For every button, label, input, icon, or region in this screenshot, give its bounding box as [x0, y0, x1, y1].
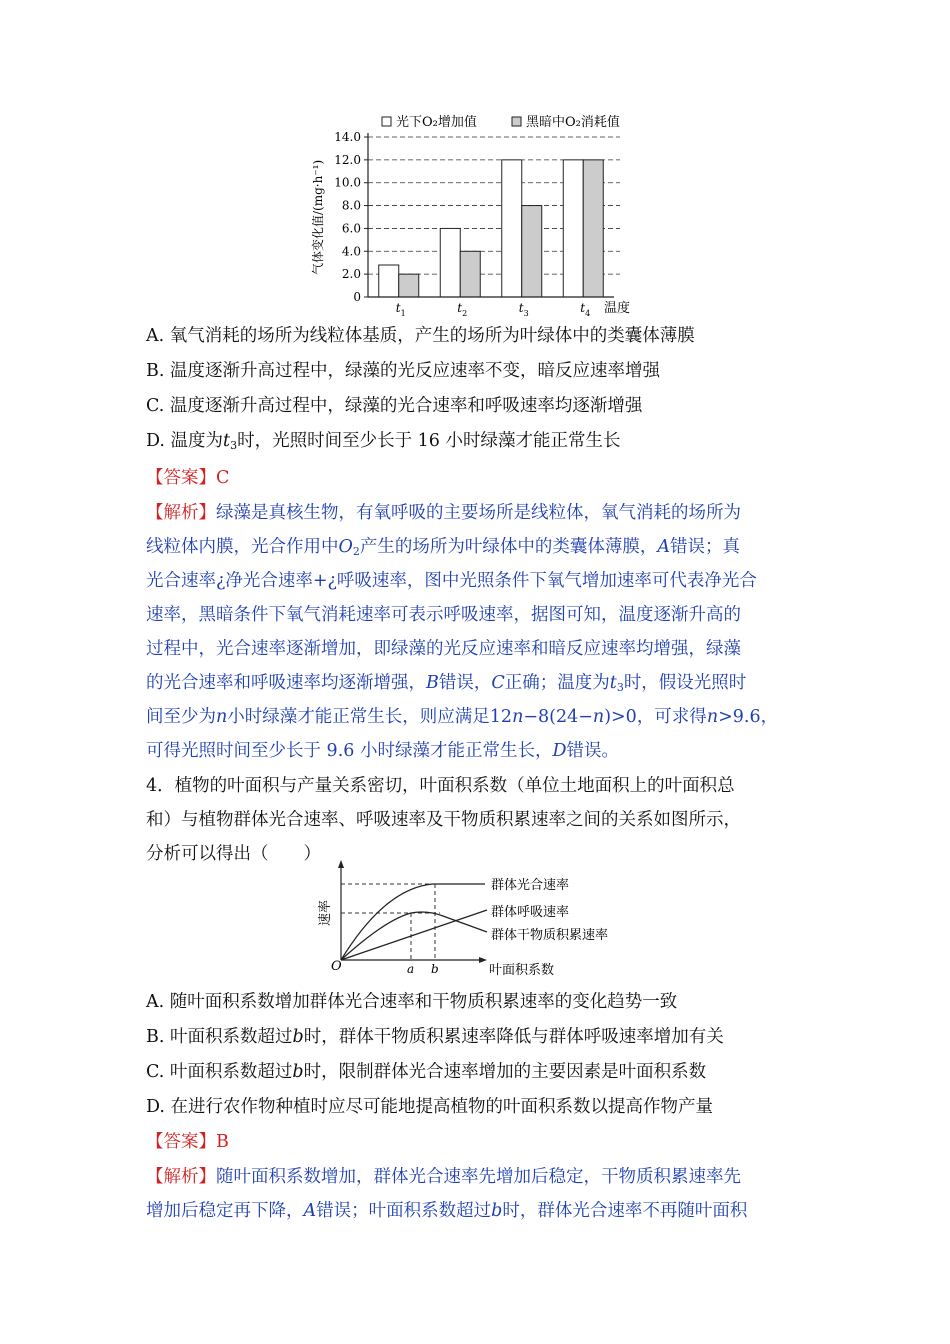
line-chart-leaf-area	[315, 858, 645, 983]
y-tick-label: 6.0	[341, 221, 361, 236]
q4-analysis-label: 【解析】	[146, 1167, 216, 1187]
bar-dark-t3	[522, 206, 542, 297]
x-mark-a: a	[407, 962, 415, 976]
q3-analysis-text-8b: 错误。	[566, 741, 619, 761]
q3-option-d-pre: D. 温度为	[146, 431, 224, 451]
q3-analysis-line-5: 过程中，光合速率逐渐增加，即绿藻的光反应速率和暗反应速率均增强，绿藻	[146, 639, 741, 659]
q4-option-d: D. 在进行农作物种植时应尽可能地提高植物的叶面积系数以提高作物产量	[146, 1097, 714, 1117]
q3-analysis-text-1: 绿藻是真核生物，有氧呼吸的主要场所是线粒体，氧气消耗的场所为	[216, 503, 741, 523]
x-axis-label: 叶面积系数	[489, 963, 555, 978]
x-tick-label: $t_4$	[580, 301, 591, 318]
legend-photosynthesis: 群体光合速率	[491, 878, 570, 893]
legend-swatch-dark	[512, 117, 521, 126]
q3-analysis-label: 【解析】	[146, 503, 216, 523]
q3-analysis-text-7c: ，可求得	[636, 707, 707, 727]
q3-analysis-line-7: 间至少为n小时绿藻才能正常生长，则应满足12n−8(24−n)>0，可求得n>9.6，	[146, 707, 779, 727]
q4-analysis-line-1	[146, 1165, 826, 1189]
q4-option-b-pre: B. 叶面积系数超过	[146, 1027, 293, 1047]
q3-analysis-text-6a: 的光合速率和呼吸速率均逐渐增强，	[146, 673, 426, 693]
y-tick-label: 14.0	[334, 130, 361, 144]
q4-answer	[146, 1130, 826, 1154]
bar-dark-t4	[583, 160, 603, 297]
x-axis-label: 温度	[604, 301, 631, 316]
q3-option-a: A. 氧气消耗的场所为线粒体基质，产生的场所为叶绿体中的类囊体薄膜	[146, 326, 695, 346]
q3-analysis-text-6c: 正确；温度为	[504, 673, 610, 693]
q4-option-c: C. 叶面积系数超过b时，限制群体光合速率增加的主要因素是叶面积系数	[146, 1062, 707, 1082]
x-tick-label: $t_3$	[518, 301, 529, 318]
x-tick-label: $t_1$	[395, 301, 406, 318]
q4-analysis-text-2c: 时，群体光合速率不再随叶面积	[502, 1201, 748, 1221]
y-tick-label: 0	[353, 290, 361, 304]
x-axis-arrow-icon	[479, 957, 487, 963]
y-tick-label: 4.0	[341, 244, 361, 259]
y-axis-label: 气体变化值/(mg·h⁻¹)	[311, 159, 325, 275]
y-tick-label: 2.0	[341, 267, 361, 282]
q3-analysis-text-6d: 时，假设光照时	[623, 673, 747, 693]
x-mark-b: b	[431, 962, 439, 976]
q4-answer-label: 【答案】	[146, 1132, 216, 1152]
bar-chart-oxygen	[300, 105, 650, 320]
y-tick-label: 8.0	[341, 198, 361, 213]
bar-light-t3	[502, 160, 522, 297]
q4-option-c-pre: C. 叶面积系数超过	[146, 1062, 293, 1082]
q4-option-b: B. 叶面积系数超过b时，群体干物质积累速率降低与群体呼吸速率增加有关	[146, 1027, 724, 1047]
q3-option-c: C. 温度逐渐升高过程中，绿藻的光合速率和呼吸速率均逐渐增强	[146, 396, 643, 416]
q3-analysis-text-8a: 可得光照时间至少长于 9.6 小时绿藻才能正常生长，	[146, 741, 553, 761]
q4-stem-line-2: 和）与植物群体光合速率、呼吸速率及干物质积累速率之间的关系如图所示，	[146, 810, 741, 830]
q4-analysis-text-2a: 增加后稳定再下降，	[146, 1201, 304, 1221]
legend-dry-matter: 群体干物质积累速率	[491, 928, 609, 943]
q4-option-a: A. 随叶面积系数增加群体光合速率和干物质积累速率的变化趋势一致	[146, 992, 678, 1012]
q4-stem-line-1: 4．植物的叶面积与产量关系密切，叶面积系数（单位土地面积上的叶面积总	[146, 776, 735, 796]
q3-analysis-line-8: 可得光照时间至少长于 9.6 小时绿藻才能正常生长，D错误。	[146, 741, 619, 761]
q3-analysis-text-7b: 小时绿藻才能正常生长，则应满足	[227, 707, 490, 727]
q3-option-d-post: 时，光照时间至少长于 16 小时绿藻才能正常生长	[237, 431, 621, 451]
y-tick-label: 12.0	[334, 152, 361, 167]
q3-answer-label: 【答案】	[146, 468, 216, 488]
q3-analysis-line-6: 的光合速率和呼吸速率均逐渐增强，B错误，C正确；温度为$t_3$时，假设光照时	[146, 673, 747, 694]
q3-option-b: B. 温度逐渐升高过程中，绿藻的光反应速率不变，暗反应速率增强	[146, 361, 660, 381]
q3-analysis-text-2b: 产生的场所为叶绿体中的类囊体薄膜，	[359, 537, 658, 557]
x-tick-label: $t_2$	[457, 301, 468, 318]
bar-light-t2	[440, 228, 460, 297]
respiration-rate-curve	[341, 910, 487, 960]
photosynthesis-rate-curve	[341, 884, 485, 960]
bar-dark-t2	[460, 251, 480, 297]
bar-light-t1	[379, 265, 399, 297]
bar-dark-t1	[399, 274, 419, 297]
origin-label: O	[331, 959, 342, 974]
y-axis-arrow-icon	[338, 860, 344, 868]
legend-light-label: 光下O₂增加值	[396, 115, 477, 130]
q4-analysis-text-1: 随叶面积系数增加，群体光合速率先增加后稳定，干物质积累速率先	[216, 1167, 741, 1187]
q3-analysis-text-2a: 线粒体内膜，光合作用中	[146, 537, 339, 557]
q3-analysis-line-2: 线粒体内膜，光合作用中$O_2$产生的场所为叶绿体中的类囊体薄膜，A错误；真	[146, 537, 740, 558]
q4-option-b-post: 时，群体干物质积累速率降低与群体呼吸速率增加有关	[303, 1027, 724, 1047]
q3-analysis-line-1	[146, 501, 826, 525]
legend-dark-label: 黑暗中O₂消耗值	[526, 115, 620, 130]
q4-answer-value: B	[216, 1132, 229, 1152]
q4-analysis-text-2b: 错误；叶面积系数超过	[316, 1201, 492, 1221]
q3-answer	[146, 466, 826, 490]
q3-analysis-line-3: 光合速率¿净光合速率+¿呼吸速率，图中光照条件下氧气增加速率可代表净光合	[146, 571, 757, 591]
inequality-formula: 12n−8(24−n)>0	[489, 707, 637, 727]
bar-light-t4	[563, 160, 583, 297]
q4-stem-line-3: 分析可以得出（ ）	[146, 844, 321, 864]
legend-swatch-light	[382, 117, 391, 126]
q3-analysis-text-7a: 间至少为	[146, 707, 216, 727]
q4-option-c-post: 时，限制群体光合速率增加的主要因素是叶面积系数	[303, 1062, 707, 1082]
legend-respiration: 群体呼吸速率	[491, 905, 570, 920]
q3-analysis-text-7d: >9.6，	[718, 707, 779, 727]
q4-analysis-line-2: 增加后稳定再下降，A错误；叶面积系数超过b时，群体光合速率不再随叶面积	[146, 1201, 748, 1221]
q3-analysis-text-2c: 错误；真	[670, 537, 740, 557]
q3-answer-value: C	[216, 468, 230, 488]
q3-analysis-text-6b: 错误，	[438, 673, 492, 693]
y-axis-label: 速率	[318, 899, 333, 926]
y-tick-label: 10.0	[334, 175, 361, 190]
q3-analysis-line-4: 速率，黑暗条件下氧气消耗速率可表示呼吸速率，据图可知，温度逐渐升高的	[146, 605, 741, 625]
q3-option-d: D. 温度为$t_3$时，光照时间至少长于 16 小时绿藻才能正常生长	[146, 431, 621, 452]
